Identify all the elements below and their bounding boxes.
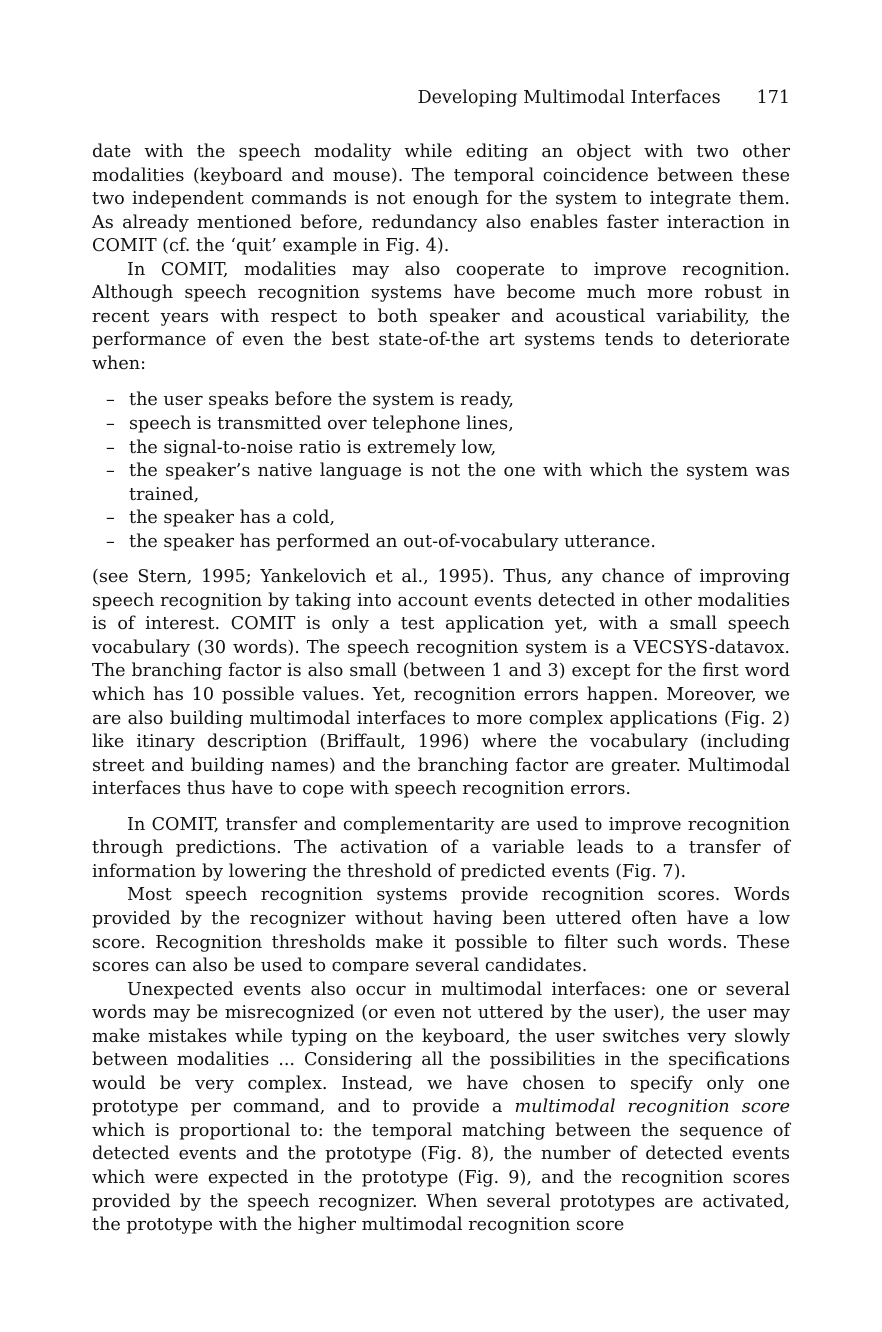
- emphasized-term: multimodal recognition score: [514, 1097, 790, 1118]
- list-item: [92, 437, 790, 461]
- page-number: 171: [756, 88, 790, 108]
- paragraph-recognition-scores: Most speech recognition systems provide recognition scores. Words provided by the recognizer without having been uttered often have a low score. Recognition thresholds make it possible to filter such words. These scores can also be used to compare several candidates.: [92, 885, 790, 977]
- paragraph-recognition-cooperation: In COMIT, modalities may also cooperate to improve recognition. Although speech recognition systems have become much more robust in recent years with respect to both speaker and acoustical variability, the performance of even the best state-of-the art systems tends to deteriorate when:: [92, 259, 790, 374]
- list-item: [92, 460, 790, 507]
- running-title: Developing Multimodal Interfaces: [417, 88, 721, 108]
- list-item-text: the speaker’s native language is not the one with which the system was trained,: [129, 461, 790, 505]
- list-item-text: the user speaks before the system is ready,: [129, 390, 515, 411]
- list-item: [92, 413, 790, 437]
- paragraph-text-before: Unexpected events also occur in multimodal interfaces: one or several words may be misrecognized (or even not uttered by the user), the user may make mistakes while typing on the keyboard, the user switches very slowly between modalities ... Considering all the possibilities in the specifications would be very complex. Instead, we have chosen to specify only one prototype per command, and to provide a: [92, 979, 790, 1118]
- dash-bullet: –: [106, 508, 115, 529]
- paragraph-unexpected-events: [92, 979, 790, 1238]
- dash-bullet: –: [106, 461, 115, 482]
- list-item-text: the speaker has a cold,: [129, 508, 336, 529]
- list-item: [92, 389, 790, 413]
- paragraph-text-after: which is proportional to: the temporal matching between the sequence of detected events and the prototype (Fig. 8), the number of detected events which were expected in the prototype (Fig. 9), and the recognition scores provided by the speech recognizer. When several prototypes are activated, the prototype with the higher multimodal recognition score: [92, 1120, 790, 1236]
- dash-bullet: –: [106, 390, 115, 411]
- dash-bullet: –: [106, 437, 115, 458]
- paragraph-citations: (see Stern, 1995; Yankelovich et al., 1995). Thus, any chance of improving speech recognition by taking into account events detected in other modalities is of interest. COMIT is only a test application yet, with a small speech vocabulary (30 words). The speech recognition system is a VECSYS-datavox. The branching factor is also small (between 1 and 3) except for the first word which has 10 possible values. Yet, recognition errors happen. Moreover, we are also building multimodal interfaces to more complex applications (Fig. 2) like itinary description (Briffault, 1996) where the vocabulary (including street and building names) and the branching factor are greater. Multimodal interfaces thus have to cope with speech recognition errors.: [92, 567, 790, 800]
- dash-bullet: –: [106, 414, 115, 435]
- list-item: [92, 531, 790, 555]
- list-item: [92, 507, 790, 531]
- list-item-text: speech is transmitted over telephone lines,: [129, 414, 514, 435]
- paragraph-continuation: date with the speech modality while editing an object with two other modalities (keyboard and mouse). The temporal coincidence between these two independent commands is not enough for the system to integrate them. As already mentioned before, redundancy also enables faster interaction in COMIT (cf. the ‘quit’ example in Fig. 4).: [92, 142, 790, 257]
- list-item-text: the speaker has performed an out-of-vocabulary utterance.: [129, 531, 656, 552]
- deterioration-conditions-list: [92, 389, 790, 554]
- body-text: [92, 141, 790, 1238]
- paragraph-transfer-complementarity: In COMIT, transfer and complementarity are used to improve recognition through predictions. The activation of a variable leads to a transfer of information by lowering the threshold of predicted events (Fig. 7).: [92, 814, 790, 882]
- book-page: [92, 88, 790, 1238]
- dash-bullet: –: [106, 531, 115, 552]
- running-header: [92, 88, 790, 114]
- list-item-text: the signal-to-noise ratio is extremely low,: [129, 437, 497, 458]
